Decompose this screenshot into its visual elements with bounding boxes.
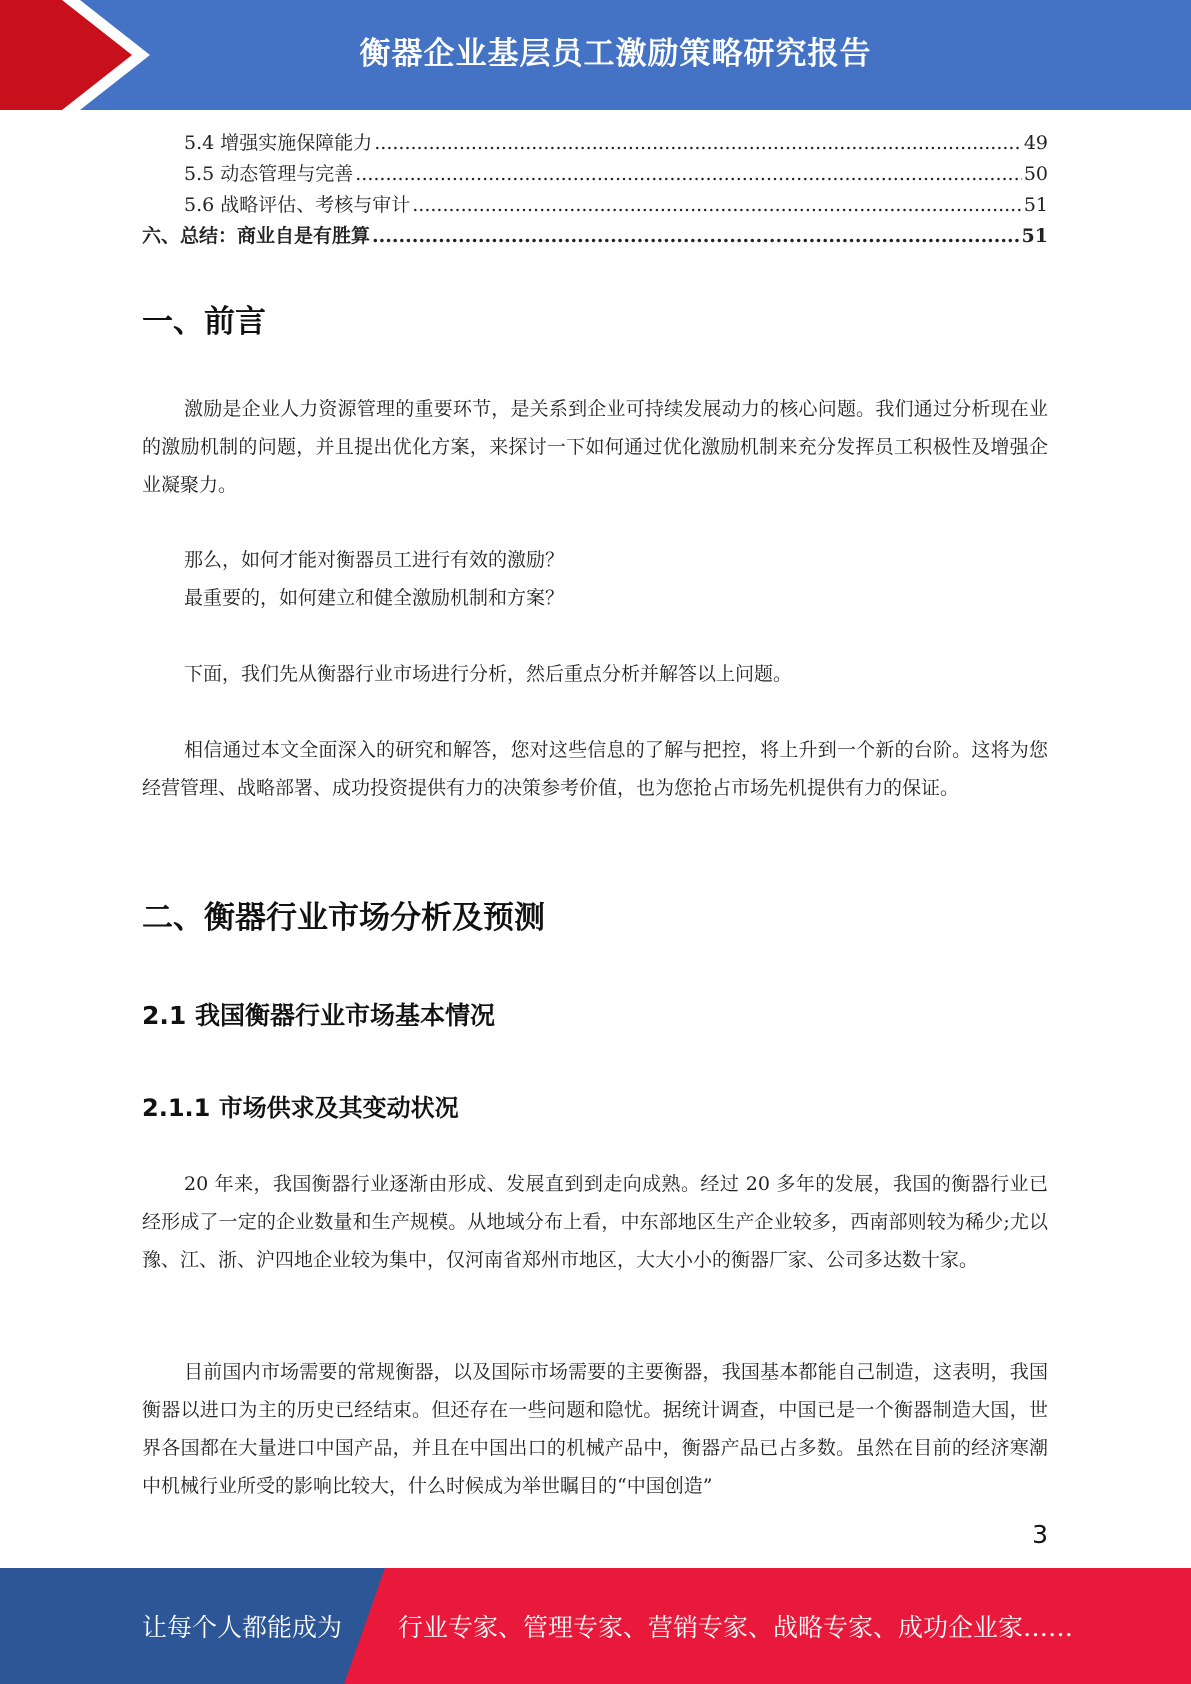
toc-leader-dots xyxy=(412,190,1022,221)
footer-slogan-right: 行业专家、管理专家、营销专家、战略专家、成功企业家…… xyxy=(398,1613,1074,1642)
subsection-heading-2-1-1: 2.1.1 市场供求及其变动状况 xyxy=(142,1094,459,1122)
preface-paragraph-1: 激励是企业人力资源管理的重要环节，是关系到企业可持续发展动力的核心问题。我们通过分析现在业的激励机制的问题，并且提出优化方案，来探讨一下如何通过优化激励机制来充分发挥员工积极性及增强企业凝聚力。 xyxy=(142,398,1048,496)
preface-question-1: 那么，如何才能对衡器员工进行有效的激励？ xyxy=(184,549,565,571)
toc-item[interactable] xyxy=(142,190,1048,221)
toc-item-page: 49 xyxy=(1023,132,1048,154)
toc-item-page: 51 xyxy=(1021,225,1048,247)
footer-slogan-left: 让每个人都能成为 xyxy=(142,1613,343,1642)
report-title: 衡器企业基层员工激励策略研究报告 xyxy=(359,36,872,72)
preface-paragraph-3: 相信通过本文全面深入的研究和解答，您对这些信息的了解与把控，将上升到一个新的台阶。这将为您经营管理、战略部署、成功投资提供有力的决策参考价值，也为您抢占市场先机提供有力的保证。 xyxy=(142,739,1048,799)
toc-item-label: 5.4 增强实施保障能力 xyxy=(184,132,373,154)
page-number: 3 xyxy=(1032,1520,1048,1549)
section-heading-market: 二、衡器行业市场分析及预测 xyxy=(142,900,545,936)
toc-leader-dots xyxy=(355,159,1022,190)
toc-item-label: 5.6 战略评估、考核与审计 xyxy=(184,194,411,216)
page-footer xyxy=(0,1568,1191,1684)
preface-question-2: 最重要的，如何建立和健全激励机制和方案？ xyxy=(184,587,565,609)
table-of-contents xyxy=(142,128,1048,252)
section-heading-preface: 一、前言 xyxy=(142,304,266,340)
toc-item[interactable] xyxy=(142,221,1048,252)
toc-leader-dots xyxy=(374,128,1022,159)
toc-leader-dots xyxy=(372,221,1020,252)
toc-item-label: 六、总结：商业自是有胜算 xyxy=(142,225,371,247)
toc-item-page: 50 xyxy=(1023,163,1048,185)
market-paragraph-1: 20 年来，我国衡器行业逐渐由形成、发展直到到走向成熟。经过 20 多年的发展，我国的衡器行业已经形成了一定的企业数量和生产规模。从地域分布上看，中东部地区生产企业较多，西南部则较为稀少;尤以豫、江、浙、沪四地企业较为集中，仅河南省郑州市地区，大大小小的衡器厂家、公司多达数十家。 xyxy=(142,1173,1048,1271)
toc-item[interactable] xyxy=(142,128,1048,159)
market-paragraph-2: 目前国内市场需要的常规衡器，以及国际市场需要的主要衡器，我国基本都能自己制造，这表明，我国衡器以进口为主的历史已经结束。但还存在一些问题和隐忧。据统计调查，中国已是一个衡器制造大国，世界各国都在大量进口中国产品，并且在中国出口的机械产品中，衡器产品已占多数。虽然在目前的经济寒潮中机械行业所受的影响比较大，什么时候成为举世瞩目的“中国创造” xyxy=(142,1361,1048,1497)
preface-paragraph-2: 下面，我们先从衡器行业市场进行分析，然后重点分析并解答以上问题。 xyxy=(184,663,793,685)
toc-item-page: 51 xyxy=(1023,194,1048,216)
page-header xyxy=(0,0,1191,110)
toc-item[interactable] xyxy=(142,159,1048,190)
subsection-heading-2-1: 2.1 我国衡器行业市场基本情况 xyxy=(142,1001,495,1030)
toc-item-label: 5.5 动态管理与完善 xyxy=(184,163,354,185)
